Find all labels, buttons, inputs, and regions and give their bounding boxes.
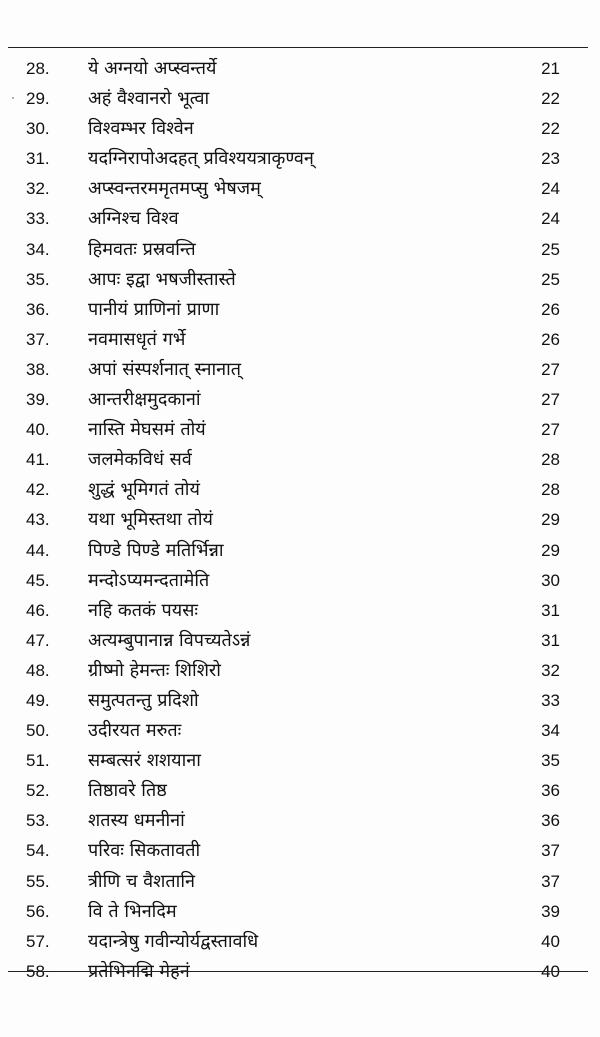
entry-number: 56.	[26, 901, 50, 921]
entry-title: यदान्त्रेषु गवीन्योर्यद्वस्तावधि	[88, 930, 259, 952]
entry-title: सम्बत्सरं शशयाना	[88, 750, 201, 772]
entry-title: हिमवतः प्रस्रवन्ति	[88, 238, 196, 260]
entry-number: 35.	[26, 269, 50, 289]
entry-number: 52.	[26, 781, 50, 801]
entry-title: आपः इद्वा भषजीस्तास्ते	[88, 268, 236, 290]
entry-number: 31.	[26, 149, 50, 169]
toc-row	[0, 84, 600, 114]
toc-row	[0, 325, 600, 355]
entry-number: 44.	[26, 540, 50, 560]
toc-row	[0, 836, 600, 866]
entry-title: यदग्निरापोअदहत् प्रविश्ययत्राकृण्वन्	[88, 148, 314, 170]
entry-page-number: 32	[541, 660, 560, 680]
entry-page-number: 36	[541, 811, 560, 831]
entry-title: तिष्ठावरे तिष्ठ	[88, 780, 167, 802]
toc-row	[0, 626, 600, 656]
toc-row	[0, 174, 600, 204]
toc-row	[0, 355, 600, 385]
entry-number: 49.	[26, 690, 50, 710]
entry-page-number: 40	[541, 961, 560, 981]
entry-number: 48.	[26, 660, 50, 680]
entry-number: 29.	[26, 89, 50, 109]
entry-page-number: 39	[541, 901, 560, 921]
toc-row	[0, 897, 600, 927]
toc-row	[0, 746, 600, 776]
toc-row	[0, 235, 600, 265]
toc-row	[0, 776, 600, 806]
entry-title: अपां संस्पर्शनात् स्नानात्	[88, 358, 242, 380]
toc-row	[0, 566, 600, 596]
toc-row	[0, 144, 600, 174]
toc-row	[0, 475, 600, 505]
entry-title: अत्यम्बुपानान्न विपच्यतेऽन्नं	[88, 629, 251, 651]
toc-row	[0, 54, 600, 84]
entry-number: 37.	[26, 329, 50, 349]
entry-title: नवमासधृतं गर्भे	[88, 328, 186, 350]
entry-number: 55.	[26, 871, 50, 891]
entry-page-number: 28	[541, 480, 560, 500]
table-of-contents	[0, 54, 600, 987]
toc-row	[0, 385, 600, 415]
toc-row	[0, 265, 600, 295]
toc-row	[0, 536, 600, 566]
entry-page-number: 26	[541, 329, 560, 349]
entry-page-number: 35	[541, 751, 560, 771]
entry-number: 40.	[26, 420, 50, 440]
entry-number: 51.	[26, 751, 50, 771]
entry-number: 36.	[26, 299, 50, 319]
toc-row	[0, 686, 600, 716]
entry-number: 30.	[26, 119, 50, 139]
entry-page-number: 34	[541, 721, 560, 741]
entry-title: यथा भूमिस्तथा तोयं	[88, 509, 213, 531]
entry-title: अप्स्वन्तरममृतमप्सु भेषजम्	[88, 178, 261, 200]
toc-row	[0, 204, 600, 234]
bottom-rule	[8, 971, 588, 972]
top-rule	[8, 47, 588, 48]
entry-page-number: 25	[541, 239, 560, 259]
toc-row	[0, 656, 600, 686]
entry-number: 45.	[26, 570, 50, 590]
entry-title: अहं वैश्वानरो भूत्वा	[88, 88, 210, 110]
entry-page-number: 21	[541, 59, 560, 78]
entry-page-number: 27	[541, 390, 560, 410]
entry-page-number: 29	[541, 510, 560, 530]
entry-page-number: 31	[541, 630, 560, 650]
entry-title: नहि कतकं पयसः	[88, 599, 199, 621]
entry-number: 42.	[26, 480, 50, 500]
entry-title: अग्निश्च विश्व	[88, 208, 179, 230]
entry-page-number: 29	[541, 540, 560, 560]
toc-row	[0, 415, 600, 445]
toc-row	[0, 445, 600, 475]
toc-row	[0, 867, 600, 897]
entry-page-number: 28	[541, 450, 560, 470]
toc-row	[0, 716, 600, 746]
entry-number: 54.	[26, 841, 50, 861]
entry-number: 43.	[26, 510, 50, 530]
toc-row	[0, 114, 600, 144]
entry-page-number: 40	[541, 931, 560, 951]
entry-number: 41.	[26, 450, 50, 470]
entry-number: 33.	[26, 209, 50, 229]
entry-title: जलमेकविधं सर्व	[88, 449, 192, 471]
toc-row	[0, 596, 600, 626]
entry-title: शतस्य धमनीनां	[88, 810, 185, 832]
entry-page-number: 37	[541, 871, 560, 891]
entry-title: ग्रीष्मो हेमन्तः शिशिरो	[88, 659, 221, 681]
entry-number: 39.	[26, 390, 50, 410]
entry-page-number: 24	[541, 209, 560, 229]
entry-page-number: 22	[541, 89, 560, 109]
toc-row	[0, 806, 600, 836]
entry-page-number: 25	[541, 269, 560, 289]
entry-title: उदीरयत मरुतः	[88, 720, 182, 742]
entry-number: 32.	[26, 179, 50, 199]
entry-number: 34.	[26, 239, 50, 259]
entry-number: 38.	[26, 359, 50, 379]
entry-title: नास्ति मेघसमं तोयं	[88, 419, 206, 441]
entry-title: आन्तरीक्षमुदकानां	[88, 389, 201, 411]
toc-row	[0, 295, 600, 325]
entry-title: विश्वम्भर विश्वेन	[88, 118, 194, 140]
entry-title: समुत्पतन्तु प्रदिशो	[88, 689, 199, 711]
entry-page-number: 33	[541, 690, 560, 710]
toc-row	[0, 505, 600, 535]
entry-page-number: 27	[541, 420, 560, 440]
entry-number: 53.	[26, 811, 50, 831]
entry-title: त्रीणि च वैशतानि	[88, 870, 195, 892]
entry-title: परिवः सिकतावती	[88, 840, 201, 862]
entry-title: पिण्डे पिण्डे मतिर्भिन्ना	[88, 539, 224, 561]
entry-page-number: 26	[541, 299, 560, 319]
entry-number: 47.	[26, 630, 50, 650]
entry-title: शुद्धं भूमिगतं तोयं	[88, 479, 200, 501]
entry-page-number: 24	[541, 179, 560, 199]
entry-title: ये अग्नयो अप्स्वन्तर्ये	[88, 58, 217, 79]
entry-page-number: 36	[541, 781, 560, 801]
entry-number: 57.	[26, 931, 50, 951]
entry-title: प्रतेभिनद्मि मेहनं	[88, 960, 190, 982]
toc-row	[0, 927, 600, 957]
entry-page-number: 23	[541, 149, 560, 169]
entry-title: पानीयं प्राणिनां प्राणा	[88, 298, 220, 320]
entry-title: वि ते भिनदिम	[88, 900, 177, 922]
entry-title: मन्दोऽप्यमन्दतामेति	[88, 569, 210, 591]
entry-number: 28.	[26, 59, 50, 78]
entry-number: 50.	[26, 721, 50, 741]
entry-page-number: 37	[541, 841, 560, 861]
entry-page-number: 27	[541, 359, 560, 379]
entry-page-number: 22	[541, 119, 560, 139]
entry-page-number: 30	[541, 570, 560, 590]
entry-number: 58.	[26, 961, 50, 981]
entry-page-number: 31	[541, 600, 560, 620]
entry-number: 46.	[26, 600, 50, 620]
